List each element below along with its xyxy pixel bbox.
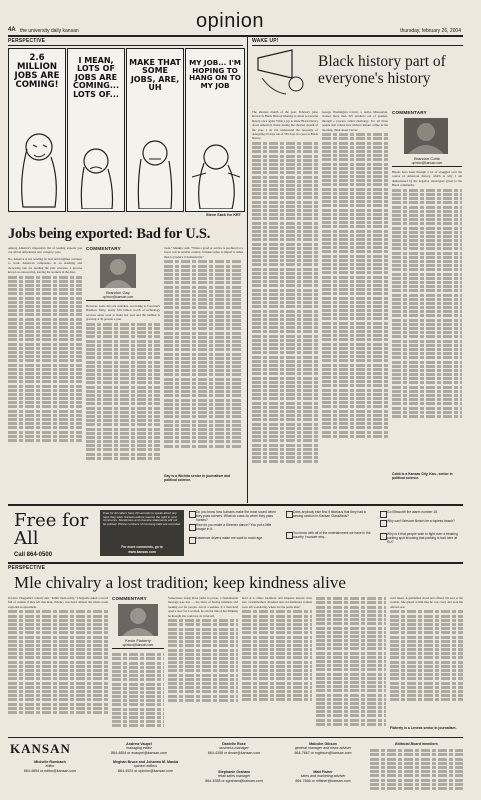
- staff-retail-sales-manager: [194, 770, 274, 783]
- staff-editor: [10, 760, 90, 773]
- jobs-author-rule: [86, 300, 150, 301]
- author-photo-icon: [100, 254, 136, 288]
- chivalry-column-2-lower: [112, 652, 164, 734]
- staff-managing-editor-email: 864-4854 or avaupel@kansan.com: [111, 750, 167, 755]
- jobs-author-name: Brandon Gay: [106, 290, 130, 295]
- staff-sales-adviser-role: sales and marketing adviser: [300, 774, 346, 779]
- editorial-board-list: [370, 748, 463, 796]
- staff-general-manager: [282, 742, 364, 755]
- free-for-all-comment: Why can't Wescoe Beach be a topless beach?: [387, 519, 455, 523]
- chivalry-footnote: Flaherty is a Lenexa senior in journalism.: [390, 726, 457, 730]
- cartoon-panel-3-text: MAKE THAT SOME JOBS, ARE, UH: [129, 58, 181, 93]
- history-column-1: [252, 110, 318, 502]
- cartoon-figure-4: [186, 137, 244, 209]
- jobs-lead: Among America's impressive list of leading exports you can add an unfortunate new category: jobs.: [8, 246, 82, 255]
- free-for-all-blurb: Free for All callers have 20 seconds to speak about any topic they wish. Kansan editors reserve the right to omit comments. Slanderous and obscene statements will not be printed. Phone numbers of incoming calls are recorded.: [103, 511, 181, 527]
- history-headline: Black history part of everyone's history: [318, 53, 446, 87]
- staff-business-manager-name: Danielle Rose: [222, 742, 246, 746]
- free-for-all-comment: How do you make a Kleenex dance? You put a little boogie in it.: [196, 523, 272, 532]
- history-commentary-label: COMMENTARY: [392, 110, 427, 115]
- cartoon-credit: Steve Sack for KRT: [205, 213, 241, 217]
- chivalry-author-email: opinion@kansan.com: [122, 643, 154, 647]
- chivalry-column-3: [168, 596, 238, 734]
- staff-top-rule: [8, 737, 463, 738]
- author-photo-icon: [118, 604, 158, 636]
- staff-business-manager: [194, 742, 274, 755]
- editorial-board: [370, 742, 463, 796]
- free-for-all-phone: Call 864-0500: [14, 552, 53, 558]
- perspective-label-left: PERSPECTIVE: [8, 38, 46, 44]
- free-for-all-more-link[interactable]: www.kansan.com: [128, 549, 156, 554]
- column-divider: [247, 37, 248, 503]
- cartoon-panel-1: [8, 48, 66, 212]
- page-number: 4A: [8, 27, 16, 33]
- megaphone-icon: [252, 48, 312, 98]
- cartoon: [8, 48, 243, 223]
- jobs-column-1: [8, 246, 82, 486]
- free-for-all-comment: You know with all of the entertainment we have in the country I wonder why...: [293, 531, 371, 540]
- chivalry-column-4: [242, 596, 312, 734]
- cartoon-panel-4-text: MY JOB... I'M HOPING TO HANG ON TO MY JOB: [189, 58, 241, 90]
- free-for-all-comment: Why is it that people wish to fight over a freaking parking spot knowing that parking is bad here at KU?: [387, 532, 458, 545]
- history-cartoon: [252, 48, 312, 98]
- jobs-commentary-label: COMMENTARY: [86, 246, 121, 251]
- cartoon-figure-3: [127, 129, 183, 209]
- staff-retail-sales-manager-email: 864-4358 or sgraham@kansan.com: [205, 778, 263, 783]
- masthead-rule: [8, 35, 463, 37]
- chivalry-column-5: [316, 596, 386, 734]
- staff-sales-adviser-email: 864-7666 or mfisher@kansan.com: [295, 778, 351, 783]
- free-for-all-comment: Does anybody else find it hilarious that they had a sewing section in Kansan Classifieds?: [293, 510, 366, 519]
- chivalry-commentary-label: COMMENTARY: [112, 596, 147, 601]
- staff-opinion-editors-role: opinion editors: [133, 764, 158, 769]
- history-author-rule: [392, 166, 462, 167]
- perspective-label-right: PERSPECTIVE: [8, 565, 46, 571]
- editorial-board-title: Editorial Board members: [395, 742, 438, 746]
- free-for-all-comment: Go Ellsworth fire alarm number 15.: [387, 510, 438, 514]
- right-top-rule: [252, 45, 463, 46]
- staff-business-manager-role: business manager: [219, 746, 249, 751]
- comment-bullet: [380, 520, 387, 527]
- history-column-2: [322, 110, 388, 502]
- staff-opinion-editors-email: 864-4924 or opinion@kansan.com: [118, 768, 173, 773]
- staff-managing-editor-name: Andrew Vaupel: [126, 742, 152, 746]
- jobs-col1-p2: No, America is not sending its best and brightest overseas to work. American companies, in an alarming and increasing rate are sending the jobs overseas, a process known as outsourcing, leaving the workers in the dust.: [8, 256, 82, 275]
- free-for-all-top-rule: [8, 504, 463, 506]
- jobs-col3-text: trade," Mankiw said. "When a good or service is produced at a lower cost in another country, it makes sense to import it rather than to produce it domestically.": [164, 246, 243, 259]
- staff-paper-logo: KANSAN: [10, 741, 71, 756]
- comment-bullet: [189, 537, 196, 544]
- free-for-all-info: [100, 510, 184, 556]
- staff-general-manager-role: general manager and news adviser: [294, 746, 352, 751]
- free-for-all-comment: Do you know how humans make the most sound when they pass corners. What do cows do when they pass horses?: [196, 510, 276, 523]
- author-photo-icon: [404, 118, 448, 154]
- staff-box: [8, 740, 463, 798]
- staff-editor-email: 864-4854 or editor@kansan.com: [23, 768, 77, 773]
- history-col2-text: George Washington Carver, a native Missourian, created more than 325 products out of peanuts, through a process called chemurgy. For all those people that cannot live without instant coffee in the morning, think about Carver.: [322, 110, 388, 132]
- jobs-column-2: [86, 304, 160, 486]
- chivalry-headline: Mle chivalry a lost tradition; keep kindness alive: [14, 573, 346, 592]
- issue-date: thursday, february 26, 2004: [400, 27, 461, 34]
- comment-bullet: [380, 511, 387, 518]
- jobs-footnote: Gay is a Wichita senior in journalism and political science.: [164, 474, 231, 483]
- staff-general-manager-email: 864-7667 or mgibson@kansan.com: [294, 750, 352, 755]
- cartoon-panel-3: [126, 48, 184, 212]
- history-col1-text: The shortest month of the year, February (also known as Black History Month), is about to become history once again. What a joy to show Black history down America's throat during the shortest month of the year. I do not understand the necessity of delegating 29 days out of 365 days in a year to Black history.: [252, 110, 318, 141]
- free-for-all-comment: Lawrence drivers make me want to road rage.: [196, 536, 264, 540]
- chivalry-column-1: [8, 596, 108, 734]
- chivalry-column-6: [390, 596, 463, 724]
- comment-bullet: [286, 532, 293, 539]
- jobs-headline: Jobs being exported: Bad for U.S.: [8, 226, 211, 242]
- jobs-author-email: opinion@kansan.com: [102, 295, 134, 299]
- free-for-all-title: Free for All: [14, 510, 89, 549]
- staff-retail-sales-manager-role: retail sales manager: [217, 774, 251, 779]
- left-top-rule: [8, 45, 243, 46]
- chivalry-col1-text: In Dave Chappelle's comedy skit, "Killin' them softly," Chappelle asked a crowd full of women if they felt that male chivalry was dead. Almost the whole room exploded in agreement.: [8, 596, 108, 609]
- chivalry-col2-text: Somewhere along those paths to power, a fundamental message was lost — the ideas of having kindness and looking out for people. All of a sudden, if a man held open a door for a woman, he ran the risk of her thinking he thought she could not do it herself.: [168, 596, 238, 618]
- history-footnote: Cobb is a Kansas City, Kan., senior in political science.: [392, 472, 453, 481]
- comment-bullet: [189, 524, 196, 531]
- staff-sales-adviser: [282, 770, 364, 783]
- wake-up-label: WAKE UP!: [252, 38, 279, 44]
- paper-name: the university daily kansan: [20, 27, 79, 34]
- cartoon-figure-1: [9, 119, 65, 209]
- staff-editor-role: editor: [45, 764, 55, 769]
- free-for-all-more-label: For more comments, go to: [121, 545, 163, 549]
- cartoon-panel-2-text: I MEAN, LOTS OF JOBS ARE COMING... LOTS OF...: [73, 56, 119, 99]
- history-col3-text: Blacks have been through a lot of struggles over the course of American history, which is why I am disheartened by the negative stereotypes given to the Black community.: [392, 170, 462, 188]
- history-author-email: opinion@kansan.com: [411, 161, 443, 165]
- section-title: opinion: [196, 10, 265, 32]
- staff-managing-editor: [100, 742, 178, 755]
- jobs-author-photo: [100, 254, 136, 288]
- comment-bullet: [286, 511, 293, 518]
- jobs-col2-text: However, some data are available. According to Forrester's Business Daily, nearly $16 billion worth of technology services alone went to India last year and the number is growing at 30 percent a year.: [86, 304, 160, 322]
- jobs-column-3: [164, 246, 243, 472]
- staff-opinion-editors-name: Meghan Bruce and Johanna M. Maska: [113, 760, 178, 764]
- history-column-3: [392, 170, 462, 470]
- comment-bullet: [380, 533, 387, 540]
- cartoon-figure-2: [68, 139, 124, 209]
- history-author-photo: [404, 118, 448, 154]
- staff-editor-name: Michelle Rombach: [34, 760, 66, 764]
- staff-general-manager-name: Malcolm Gibson: [309, 742, 337, 746]
- chivalry-author-photo: [118, 604, 158, 636]
- cartoon-panel-4: [185, 48, 245, 212]
- staff-managing-editor-role: managing editor: [126, 746, 152, 751]
- staff-sales-adviser-name: Matt Fisher: [313, 770, 333, 774]
- staff-opinion-editors: [98, 760, 193, 773]
- chivalry-author-name: Kevin Flaherty: [125, 638, 151, 643]
- chivalry-author-rule: [112, 648, 164, 649]
- comment-bullet: [189, 511, 196, 518]
- chivalry-col3-text: hold of it. Other traditions and etiquette lessons were lost. Grandmothers shrieked and old-fashioned women were left wondering, where are the polite men?: [242, 596, 312, 609]
- chivalry-col4-text: were taken. A gentleman stood and offered his seat to the woman. She glared at him like he was crazy and took the offered seat.: [390, 596, 463, 609]
- staff-retail-sales-manager-name: Stephanie Graham: [218, 770, 250, 774]
- cartoon-panel-1-text: 2.6 MILLION JOBS ARE COMING!: [14, 53, 60, 90]
- free-for-all-box: [8, 508, 463, 558]
- cartoon-panel-2: [67, 48, 125, 212]
- chivalry-top-rule: [8, 562, 463, 564]
- staff-business-manager-email: 864-4358 or drose@kansan.com: [207, 750, 261, 755]
- history-author-name: Brandon Cobb: [414, 156, 440, 161]
